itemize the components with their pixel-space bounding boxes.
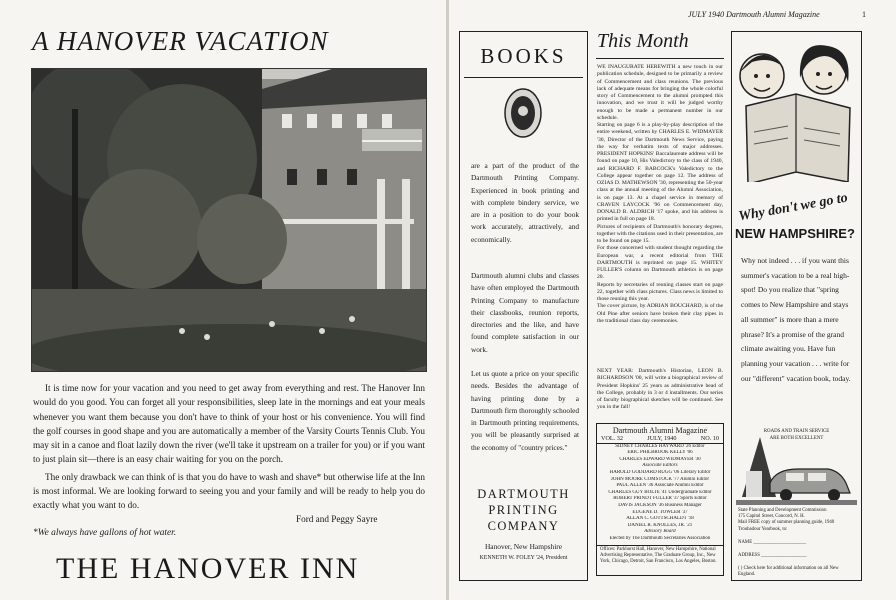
masthead-date: JULY, 1940 [647, 435, 677, 442]
books-paragraph-3 [471, 368, 579, 454]
ad-body [33, 381, 425, 516]
this-month-title: This Month [597, 30, 689, 52]
left-page [0, 0, 446, 600]
staff-line: Advisory Board [644, 529, 676, 535]
coupon-address: 175 Capitol Street, Concord, N. H. [738, 514, 805, 520]
books-paragraph-2 [471, 270, 579, 356]
staff-line: DANIEL R. KNOLLES, JR. '21 [627, 522, 693, 528]
company-line-2: PRINTING [488, 503, 559, 517]
printing-company-logo-icon [503, 87, 543, 139]
coupon-name-label: NAME [738, 539, 753, 545]
company-president: KENNETH W. FOLEY '24, President [479, 555, 568, 561]
hanover-inn-wordmark: THE HANOVER INN [56, 552, 360, 585]
staff-line: ERIC PHILBROOK KELLY '06 [627, 450, 693, 456]
staff-line: HAROLD GODDARD RUGG '06 Literary Editor [609, 469, 711, 475]
tm-paragraph-2: Starting on page 6 is a play-by-play description of the entire weekend, written by CHARLES E. WIDMAYER '30, Director of the Dartmouth News Service, paying the way for verbatim texts of major addresses. PRESIDENT HOPKINS' Baccalaureate address will be found on page 10, His Valedictory to the class of 1940, and RICHARD F. BABCOCK's Valedictory to the College appear together on page 12. The address of OZIAS D. MATHEWSON '30, representing the 50-year class at the annual meeting of the Alumni Association, is on page 13. At a chapel service in memory of CRAVEN LAYCOCK '96 on Commencement day, DONALD B. ALDRICH '17 spoke, and his address is printed in full on page 18. [597, 122, 723, 223]
tm-paragraph-3: Pictures of recipients of Dartmouth's honorary degrees, together with the citations used in their presentation, are to be found on page 15. [597, 223, 723, 244]
masthead [596, 423, 724, 576]
staff-line: DAVIS JACKSON '36 Business Manager [618, 502, 702, 508]
ad-paragraph-2: The only drawback we can think of is that you do have to wash and shave* but otherwise life at the Inn is most informal. We are looking forward to seeing you and your family and will be ready to help you do exactly what you want to do. [33, 471, 425, 511]
books-ad [459, 31, 588, 581]
tm-paragraph-1: WE INAUGURATE HEREWITH a new touch in our publication schedule, designed to be primarily a review of Commencement and class reunions. The previous lack of adequate means for bringing the whole colorful story of Commencement to the alumni prompted this innovation, and we trust it will be judged worthy enough to be made a permanent number in our schedule. [597, 64, 723, 121]
books-paragraph-1 [471, 160, 579, 246]
ad-paragraph-1: It is time now for your vacation and you need to get away from everything and rest. The Hanover Inn would do you good. You can forget all your responsibilities, sleep late in the mornings and eat your meals whenever you want them because you don't have to think of your host or his convenience. You will find the golf courses in good shape and you are automatically a member of the Varsity Courts Tennis Club. You may sit in a canoe and float lazily down the river (we'll take it upstream on a trailer for you) or if you want to just plain sit—there is an easy chair waiting for you on the porch. [33, 383, 425, 465]
books-text-1: are a part of the product of the Dartmouth Printing Company. Experienced in book printing and with complete bindery service, we are in a position to do your book work accurately, attractively, and economically. [471, 161, 579, 244]
books-text-3: Let us quote a price on your specific needs. Besides the advantage of having printing done by a Dartmouth firm thoroughly schooled in Dartmouth printing requirements, you will be pleasantly surprised at the economy of "country prices." [471, 369, 579, 452]
tm-paragraph-7: NEXT YEAR: Dartmouth's Historian, LEON B. RICHARDSON '00, will write a biographical review of President Hopkins' 25 years as administrative head of the College, probably in 3 or 4 installments. Our series of faculty biographical sketches will be continued. See you in the fall! [597, 368, 723, 411]
nh-body: Why not indeed . . . if you want this summer's vacation to be a real high-spot! Do you realize that "spring comes to New Hampshire and stays all summer" is more than a mere phrase? It's a promise of the grand climate awaiting you. Have fun planning your vacation . . . write for our "different" vacation book, today. [741, 256, 851, 383]
books-divider [464, 77, 583, 78]
staff-line: SIDNEY CHARLES HAYWARD '26 Editor [615, 443, 705, 449]
masthead-title: Dartmouth Alumni Magazine [612, 426, 708, 435]
coupon-org: State Planning and Development Commission [738, 508, 827, 513]
running-header: JULY 1940 Dartmouth Alumni Magazine [688, 10, 820, 19]
ad-title: A HANOVER VACATION [32, 26, 329, 56]
company-line-3: COMPANY [487, 519, 560, 533]
coupon-name-field[interactable]: NAME ______________________ [738, 539, 807, 545]
next-year-note [597, 368, 723, 412]
masthead-number: NO. 10 [700, 435, 719, 442]
staff-line: PAUL ALLEN '36 Associate Alumni Editor [616, 483, 704, 489]
ad-footnote: *We always have gallons of hot water. [33, 528, 177, 538]
nh-coupon [738, 508, 856, 579]
masthead-issue-row [597, 436, 723, 444]
staff-line: JOHN MOORE COMSTOCK '77 Alumni Editor [610, 476, 710, 482]
company-address: Hanover, New Hampshire [484, 542, 563, 551]
nh-road-caption [732, 428, 861, 442]
masthead-offices: Offices: Parkhurst Hall, Hanover, New Hampshire, National Advertising Representative, The Graduate Group, Inc., New York, Chicago, Detroit, San Francisco, Los Angeles, Boston. [597, 545, 723, 566]
masthead-volume: VOL. 32 [601, 435, 623, 442]
staff-line: Associate Editors [642, 463, 678, 469]
new-hampshire-ad [731, 31, 862, 581]
page-number: 1 [862, 10, 866, 19]
tm-paragraph-4: For those concerned with student thought regarding the European war, a recent editorial from THE DARTMOUTH is reprinted on page 15. WHITEY FULLER'S column on Dartmouth athletics is on page 20. [597, 245, 723, 281]
this-month-column [597, 64, 723, 325]
coupon-check-option[interactable]: ( ) Check here for additional information on all New England. [738, 566, 839, 578]
nh-state-name: NEW HAMPSHIRE? [735, 226, 855, 241]
tm-paragraph-6: The cover picture, by ADRIAN BOUCHARD, is of the Old Pine after seniors have broken their clay pipes in the traditional class day ceremonies. [597, 303, 723, 324]
coupon-address-field[interactable]: ADDRESS ___________________ [738, 553, 807, 559]
company-line-1: DARTMOUTH [477, 487, 570, 501]
nh-headline: Why don't we go to [737, 190, 849, 225]
coupon-address-label: ADDRESS [738, 553, 760, 559]
staff-line: CHARLES EDWARD WIDMAYER '30 [619, 456, 701, 462]
this-month-rule [596, 58, 724, 59]
staff-line: CHARLES GUY BOLTE '41 Undergraduate Editor [608, 489, 712, 495]
nh-road-line-2: ARE BOTH EXCELLENT [769, 436, 824, 441]
nh-road-line-1: ROADS AND TRAIN SERVICE [763, 429, 830, 434]
books-text-2: Dartmouth alumni clubs and classes have often employed the Dartmouth Printing Company to manufacture their classbooks, reunion reports, directories and the like, and have found complete satisfaction in our work. [471, 271, 579, 354]
ad-signature: Ford and Peggy Sayre [296, 514, 378, 524]
coupon-request: Mail FREE copy of summer planning guide, 1940 Troubadour Yearbook, to: [738, 520, 835, 532]
inn-photo-image [32, 69, 426, 371]
tm-paragraph-5: Reports by secretaries of reuning classes start on page 22, together with class pictures. Class news is limited to those reuning this year. [597, 281, 723, 302]
staff-line: ALLAN C. GOTTSCHALDT '18 [626, 516, 694, 522]
staff-line: ROBERT PRINDT FULLER '37 Sports Editor [613, 496, 707, 502]
books-title: BOOKS [480, 44, 567, 68]
printing-company-name [460, 486, 587, 534]
staff-line: Elected by The Dartmouth Secretaries Association [609, 535, 711, 541]
hanover-inn-photo [31, 68, 427, 372]
staff-line: EUGENE D. TOWLER '37 [632, 509, 688, 515]
